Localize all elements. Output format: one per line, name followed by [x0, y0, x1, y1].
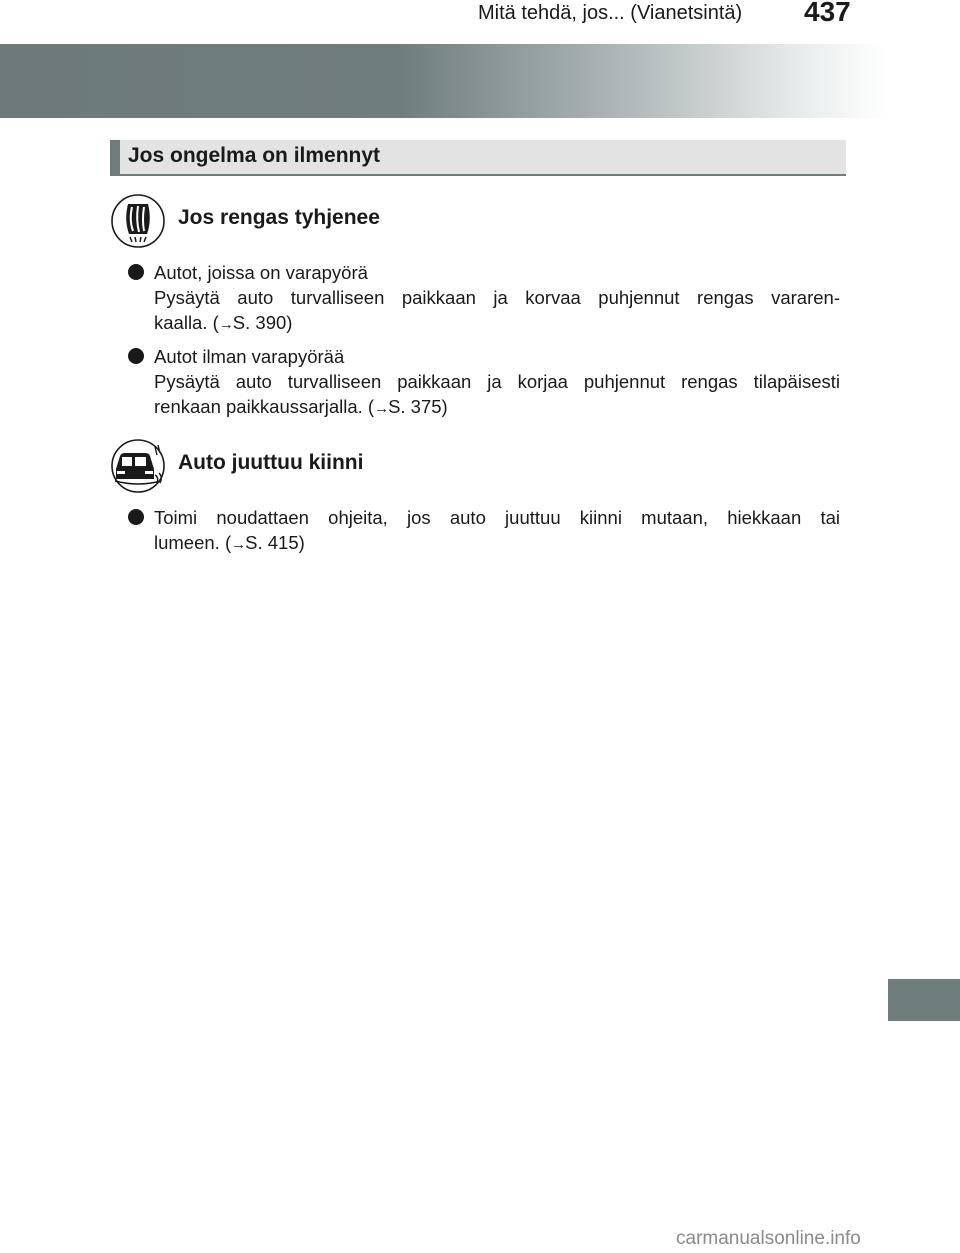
item-line-ref — [154, 310, 840, 337]
header-band — [0, 44, 888, 118]
item-label: Autot, joissa on varapyörä — [154, 262, 368, 283]
arrow-icon: → — [231, 536, 246, 553]
item-line: Pysäytä auto turvalliseen paikkaan ja korvaa puhjennut rengas vararen- — [154, 287, 840, 308]
arrow-icon: → — [374, 400, 389, 417]
heading-flat-tire: Jos rengas tyhjenee — [178, 206, 380, 229]
section-title: Jos ongelma on ilmennyt — [128, 144, 381, 167]
page-reference-link[interactable]: S. 375) — [388, 396, 448, 417]
item-line-ref — [154, 394, 840, 421]
stuck-car-icon — [111, 439, 165, 493]
item-text: renkaan paikkaussarjalla. ( — [154, 396, 375, 417]
item-line: Toimi noudattaen ohjeita, jos auto juuttuu kiinni mutaan, hiekkaan tai — [154, 507, 840, 528]
bullet-icon — [128, 348, 144, 364]
page-reference-link[interactable]: S. 415) — [245, 532, 305, 553]
item-label: Autot ilman varapyörää — [154, 346, 345, 367]
list-item — [128, 505, 840, 557]
item-text: kaalla. ( — [154, 312, 219, 333]
page-number: 437 — [804, 0, 851, 27]
arrow-icon: → — [218, 316, 233, 333]
item-line: Pysäytä auto turvalliseen paikkaan ja korjaa puhjennut rengas tilapäisesti — [154, 371, 840, 392]
section-bar-accent — [110, 140, 120, 176]
list-item — [128, 260, 840, 337]
bullet-icon — [128, 509, 144, 525]
running-header — [0, 0, 888, 34]
item-text: lumeen. ( — [154, 532, 232, 553]
section-bar — [110, 140, 846, 176]
right-gutter — [888, 34, 960, 1253]
running-title: Mitä tehdä, jos... (Vianetsintä) — [478, 2, 743, 24]
page-reference-link[interactable]: S. 390) — [232, 312, 293, 333]
flat-tire-icon — [111, 194, 165, 248]
list-item — [128, 344, 840, 421]
chapter-side-tab[interactable] — [888, 979, 960, 1021]
bullet-icon — [128, 264, 144, 280]
heading-stuck-car: Auto juuttuu kiinni — [178, 451, 364, 474]
item-line-ref — [154, 530, 840, 557]
footer-watermark: carmanualsonline.info — [676, 1228, 861, 1249]
